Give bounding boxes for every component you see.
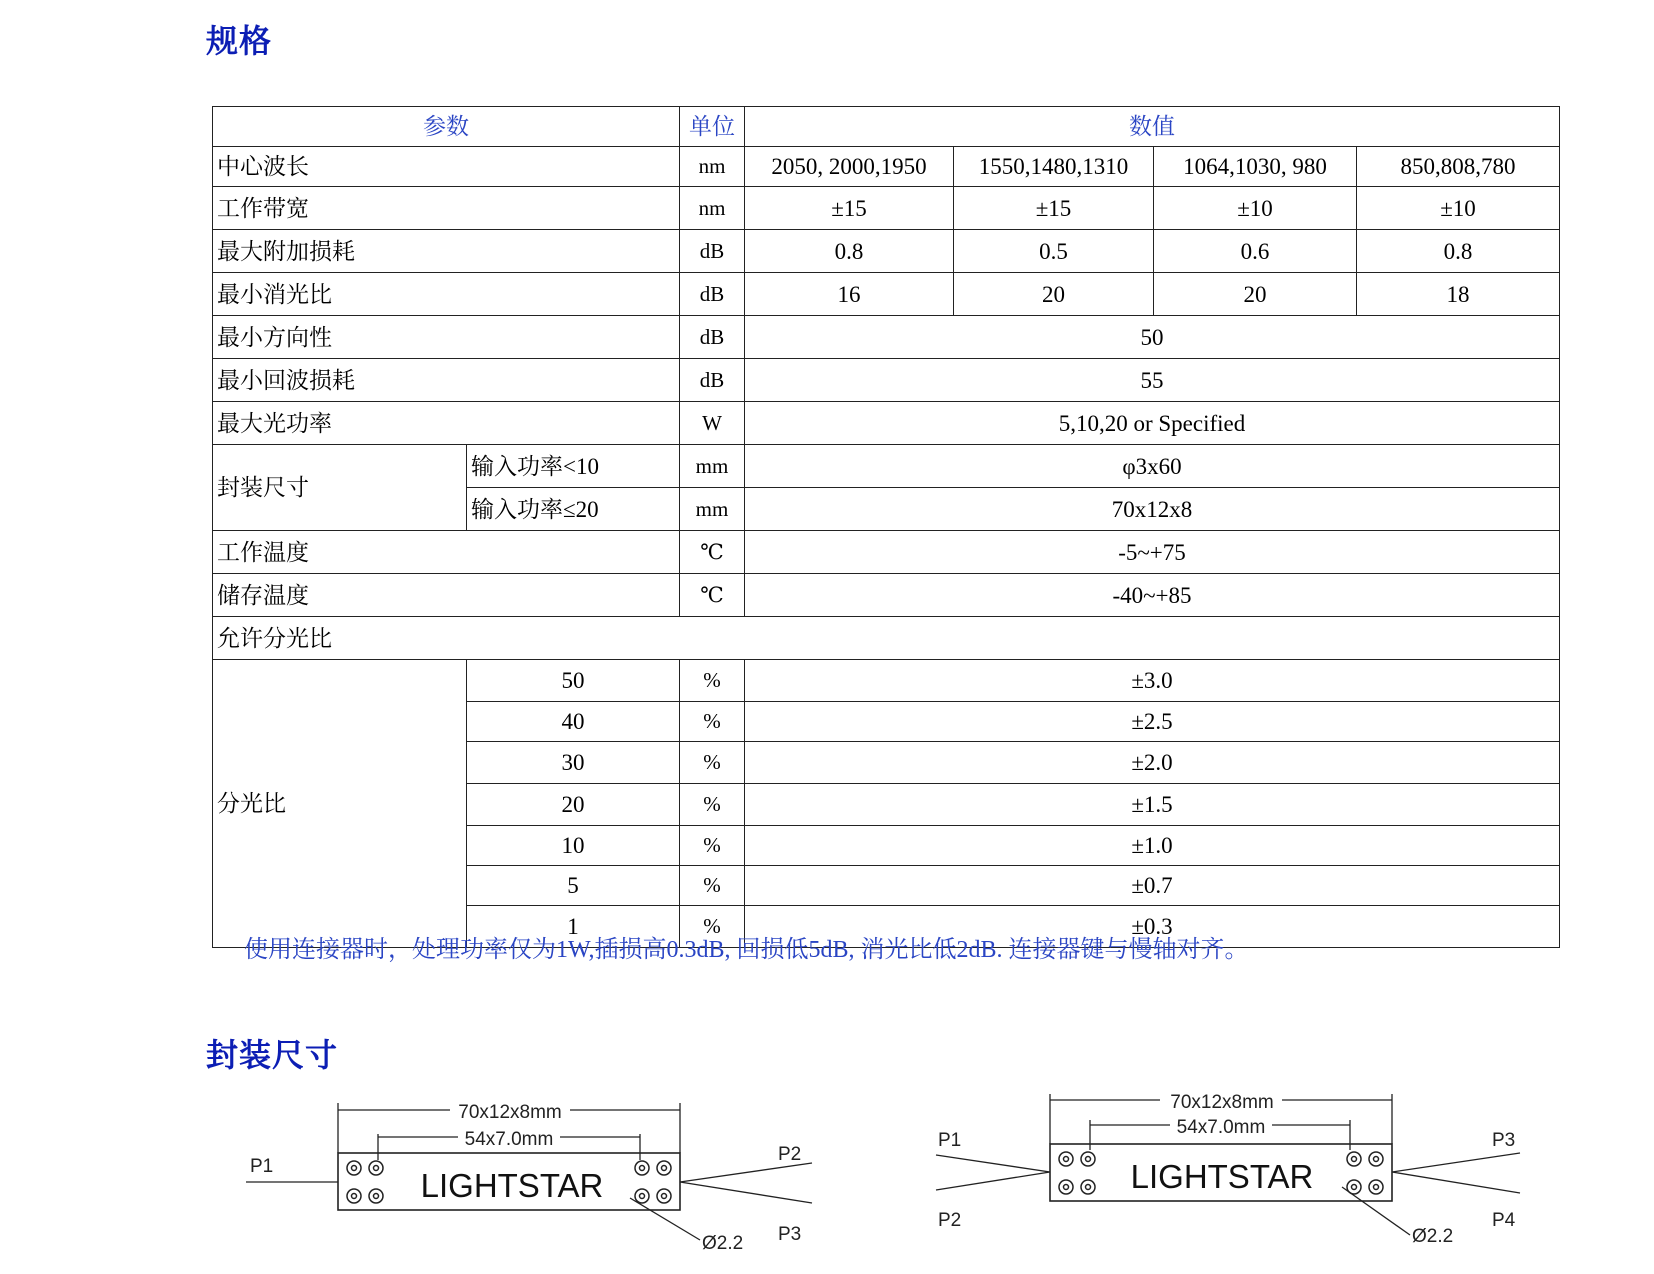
row-value: 20 xyxy=(954,273,1154,316)
row-label: 储存温度 xyxy=(213,574,680,617)
row-unit: % xyxy=(680,784,745,826)
table-row-split xyxy=(213,660,1560,702)
row-label: 最小消光比 xyxy=(213,273,680,316)
table-row-bandwidth xyxy=(213,187,1560,230)
row-value: 18 xyxy=(1357,273,1560,316)
table-row-op-temp xyxy=(213,531,1560,574)
row-unit: dB xyxy=(680,316,745,359)
hole-diameter: Ø2.2 xyxy=(702,1233,744,1254)
row-value: -40~+85 xyxy=(745,574,1560,617)
row-value: ±10 xyxy=(1154,187,1357,230)
hole-diameter: Ø2.2 xyxy=(1412,1226,1454,1247)
table-row-extinction xyxy=(213,273,1560,316)
split-tolerance: ±2.0 xyxy=(745,742,1560,784)
row-label: 允许分光比 xyxy=(213,617,1560,660)
table-header-row xyxy=(213,107,1560,147)
outer-dimension: 70x12x8mm xyxy=(458,1102,562,1123)
split-tolerance: ±1.0 xyxy=(745,826,1560,866)
outer-dimension: 70x12x8mm xyxy=(1170,1092,1274,1113)
split-ratio: 5 xyxy=(467,866,680,906)
row-label: 最小回波损耗 xyxy=(213,359,680,402)
split-ratio: 1 xyxy=(467,906,680,948)
row-value: ±10 xyxy=(1357,187,1560,230)
package-drawing-2x2 xyxy=(930,1080,1530,1250)
row-unit: % xyxy=(680,906,745,948)
connector-note: 使用连接器时，处理功率仅为1W,插损高0.3dB, 回损低5dB, 消光比低2dB. 连接器键与慢轴对齐。 xyxy=(244,937,1249,963)
row-value: -5~+75 xyxy=(745,531,1560,574)
split-ratio: 50 xyxy=(467,660,680,702)
table-row-storage-temp xyxy=(213,574,1560,617)
split-tolerance: ±2.5 xyxy=(745,702,1560,742)
split-ratio: 30 xyxy=(467,742,680,784)
table-row-directivity xyxy=(213,316,1560,359)
port-p1: P1 xyxy=(938,1130,962,1151)
row-value: 5,10,20 or Specified xyxy=(745,402,1560,445)
row-value: 16 xyxy=(745,273,954,316)
inner-dimension: 54x7.0mm xyxy=(464,1129,554,1150)
row-value: 0.5 xyxy=(954,230,1154,273)
row-value: 1064,1030, 980 xyxy=(1154,147,1357,187)
row-value: ±15 xyxy=(745,187,954,230)
row-unit: % xyxy=(680,660,745,702)
row-value: 0.8 xyxy=(745,230,954,273)
split-tolerance: ±0.3 xyxy=(745,906,1560,948)
header-param: 参数 xyxy=(213,107,680,147)
port-p1: P1 xyxy=(250,1156,274,1177)
row-label: 中心波长 xyxy=(213,147,680,187)
row-value: ±15 xyxy=(954,187,1154,230)
row-unit: dB xyxy=(680,273,745,316)
row-label: 最大光功率 xyxy=(213,402,680,445)
row-value: 20 xyxy=(1154,273,1357,316)
row-value: φ3x60 xyxy=(745,445,1560,488)
table-row-max-power xyxy=(213,402,1560,445)
table-row-return-loss xyxy=(213,359,1560,402)
row-unit: dB xyxy=(680,230,745,273)
port-p3: P3 xyxy=(778,1224,802,1245)
package-section-title: 封装尺寸 xyxy=(206,1036,339,1074)
split-tolerance: ±3.0 xyxy=(745,660,1560,702)
row-unit: nm xyxy=(680,147,745,187)
row-value: 50 xyxy=(745,316,1560,359)
split-tolerance: ±1.5 xyxy=(745,784,1560,826)
split-ratio: 10 xyxy=(467,826,680,866)
row-label: 分光比 xyxy=(213,660,467,948)
port-p3: P3 xyxy=(1492,1130,1516,1151)
package-drawing-1x2 xyxy=(230,1090,830,1260)
row-value: 2050, 2000,1950 xyxy=(745,147,954,187)
header-value: 数值 xyxy=(745,107,1560,147)
row-value: 0.6 xyxy=(1154,230,1357,273)
port-p2: P2 xyxy=(778,1144,802,1165)
inner-dimension: 54x7.0mm xyxy=(1176,1117,1266,1138)
brand-label: LIGHTSTAR xyxy=(1130,1158,1314,1195)
row-label: 最大附加损耗 xyxy=(213,230,680,273)
row-value: 1550,1480,1310 xyxy=(954,147,1154,187)
row-label: 工作带宽 xyxy=(213,187,680,230)
table-row-insertion-loss xyxy=(213,230,1560,273)
brand-label: LIGHTSTAR xyxy=(420,1167,604,1204)
row-unit: % xyxy=(680,702,745,742)
row-unit: % xyxy=(680,742,745,784)
table-row-allowed-ratio xyxy=(213,617,1560,660)
spec-section-title: 规格 xyxy=(206,22,273,60)
row-label: 最小方向性 xyxy=(213,316,680,359)
row-label: 工作温度 xyxy=(213,531,680,574)
header-unit: 单位 xyxy=(680,107,745,147)
row-unit: mm xyxy=(680,445,745,488)
split-tolerance: ±0.7 xyxy=(745,866,1560,906)
row-value: 55 xyxy=(745,359,1560,402)
row-unit: nm xyxy=(680,187,745,230)
row-value: 850,808,780 xyxy=(1357,147,1560,187)
row-unit: ℃ xyxy=(680,531,745,574)
row-unit: % xyxy=(680,826,745,866)
table-row-package-1 xyxy=(213,445,1560,488)
row-unit: dB xyxy=(680,359,745,402)
split-ratio: 20 xyxy=(467,784,680,826)
table-row-center-wavelength xyxy=(213,147,1560,187)
row-label: 封装尺寸 xyxy=(213,445,467,531)
spec-table xyxy=(212,106,1560,948)
row-unit: ℃ xyxy=(680,574,745,617)
row-sublabel: 输入功率≤20 xyxy=(467,488,680,531)
row-unit: W xyxy=(680,402,745,445)
split-ratio: 40 xyxy=(467,702,680,742)
row-value: 70x12x8 xyxy=(745,488,1560,531)
row-unit: mm xyxy=(680,488,745,531)
row-value: 0.8 xyxy=(1357,230,1560,273)
port-p2: P2 xyxy=(938,1210,962,1231)
port-p4: P4 xyxy=(1492,1210,1516,1231)
row-sublabel: 输入功率<10 xyxy=(467,445,680,488)
row-unit: % xyxy=(680,866,745,906)
